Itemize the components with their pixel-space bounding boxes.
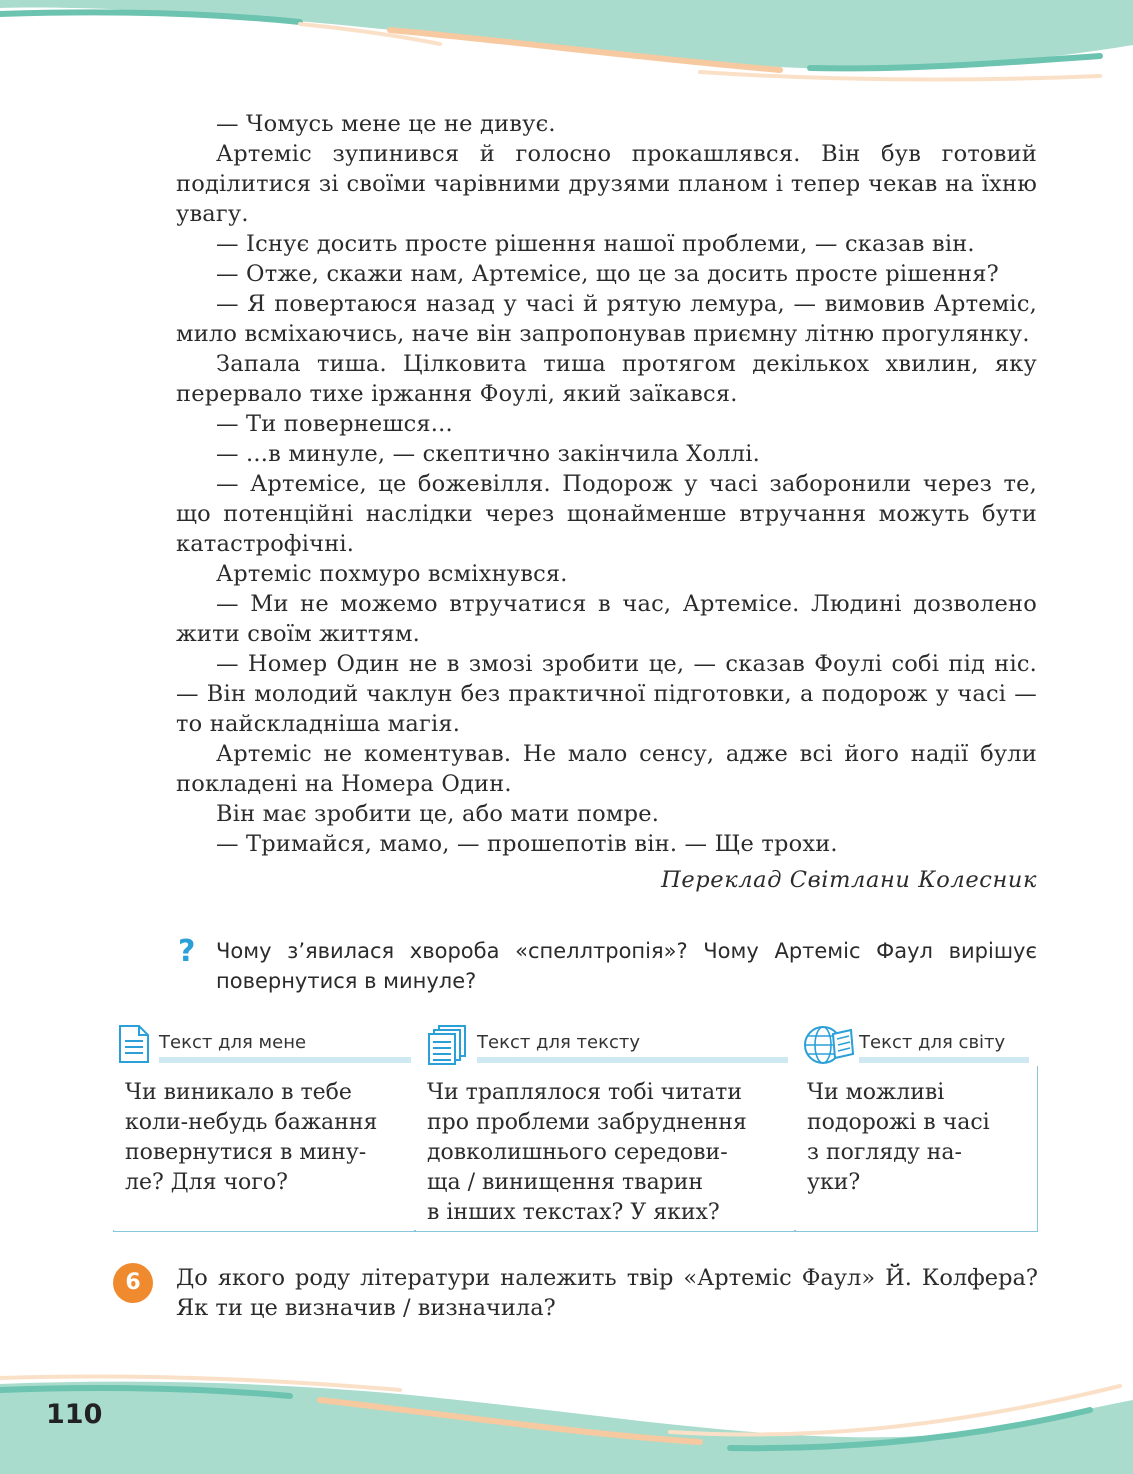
story-paragraph: — Номер Один не в змозі зробити це, — сказав Фоулі собі під ніс. — Він молодий чаклун без практичної підготовки, а подорож у часі — то найскладніша магія. — [176, 651, 1037, 737]
card-line: в інших текстах? У яких? — [427, 1200, 720, 1225]
card-text-for-me — [113, 1066, 415, 1230]
card-line: повернутися в мину- — [125, 1140, 367, 1165]
document-icon — [117, 1024, 151, 1064]
card-header-text-for-text — [423, 1022, 788, 1068]
card-title-underline — [159, 1057, 411, 1063]
task-text: До якого роду літератури належить твір «Артеміс Фаул» Й. Колфера? Як ти це визначив / визначила? — [176, 1265, 1038, 1321]
card-header-text-for-me — [113, 1022, 411, 1068]
card-title-underline — [477, 1057, 788, 1063]
story-paragraph: Артеміс похмуро всміхнувся. — [216, 561, 568, 587]
story-paragraph: — Тримайся, мамо, — прошепотів він. — Ще трохи. — [216, 831, 838, 857]
story-paragraph: — Артемісе, це божевілля. Подорож у часі заборонили через те, що потенційні наслідки через щонайменше втручання можуть бути катастрофічні. — [176, 471, 1037, 557]
card-text-for-world — [795, 1066, 1035, 1230]
story-paragraph: Запала тиша. Цілковита тиша протягом декількох хвилин, яку перервало тихе іржання Фоулі, який заїкався. — [176, 351, 1037, 407]
story-paragraph: — Отже, скажи нам, Артемісе, що це за досить просте рішення? — [216, 261, 999, 287]
card-line: уки? — [807, 1170, 861, 1195]
story-paragraph: Він має зробити це, або мати помре. — [216, 801, 660, 827]
card-line: довколишнього середови- — [427, 1140, 728, 1165]
translation-credit: Переклад Світлани Колесник — [661, 867, 1037, 893]
card-line: ле? Для чого? — [125, 1170, 288, 1195]
story-paragraph: Артеміс зупинився й голосно прокашлявся. Він був готовий поділитися зі своїми чарівними друзями планом і тепер чекав на їхню увагу. — [176, 141, 1037, 227]
card-text-for-text — [415, 1066, 795, 1230]
stacked-documents-icon — [427, 1024, 469, 1066]
card-line: Чи траплялося тобі читати — [427, 1080, 742, 1105]
globe-document-icon — [803, 1024, 855, 1066]
card-line: ща / винищення тварин — [427, 1170, 704, 1195]
task-number-badge: 6 — [113, 1263, 153, 1303]
page-number: 110 — [46, 1399, 103, 1430]
card-title: Текст для тексту — [477, 1032, 641, 1053]
top-wave-decoration — [0, 0, 1133, 90]
story-paragraph: — ...в минуле, — скептично закінчила Холлі. — [216, 441, 760, 467]
question-text: Чому з’явилася хвороба «спеллтропія»? Чому Артеміс Фаул вирішує повернутися в минуле? — [216, 939, 1037, 993]
story-paragraph: — Чомусь мене це не дивує. — [216, 111, 556, 137]
comprehension-question — [176, 936, 1037, 996]
card-header-text-for-world — [799, 1022, 1029, 1068]
text-connections-cards — [113, 1022, 1038, 1232]
card-title: Текст для мене — [159, 1032, 307, 1053]
card-line: Чи можливі — [807, 1080, 945, 1105]
bottom-wave-decoration — [0, 1370, 1133, 1474]
card-title: Текст для світу — [859, 1032, 1006, 1053]
card-line: подорожі в часі — [807, 1110, 990, 1135]
story-paragraph: — Ми не можемо втручатися в час, Артемісе. Людині дозволено жити своїм життям. — [176, 591, 1037, 647]
card-title-underline — [859, 1057, 1029, 1063]
story-paragraph: — Існує досить просте рішення нашої проблеми, — сказав він. — [216, 231, 975, 257]
card-line: з погляду на- — [807, 1140, 962, 1165]
card-line: про проблеми забруднення — [427, 1110, 747, 1135]
task-6 — [113, 1263, 1038, 1323]
card-line: коли-небудь бажання — [125, 1110, 378, 1135]
story-paragraph: — Ти повернешся... — [216, 411, 453, 437]
story-paragraph: Артеміс не коментував. Не мало сенсу, адже всі його надії були покладені на Номера Один. — [176, 741, 1037, 797]
card-line: Чи виникало в тебе — [125, 1080, 352, 1105]
story-paragraph: — Я повертаюся назад у часі й рятую лемура, — вимовив Артеміс, мило всміхаючись, наче він запропонував приємну літню прогулянку. — [176, 291, 1037, 347]
question-mark-icon: ? — [178, 934, 196, 969]
story-text — [176, 109, 1037, 895]
